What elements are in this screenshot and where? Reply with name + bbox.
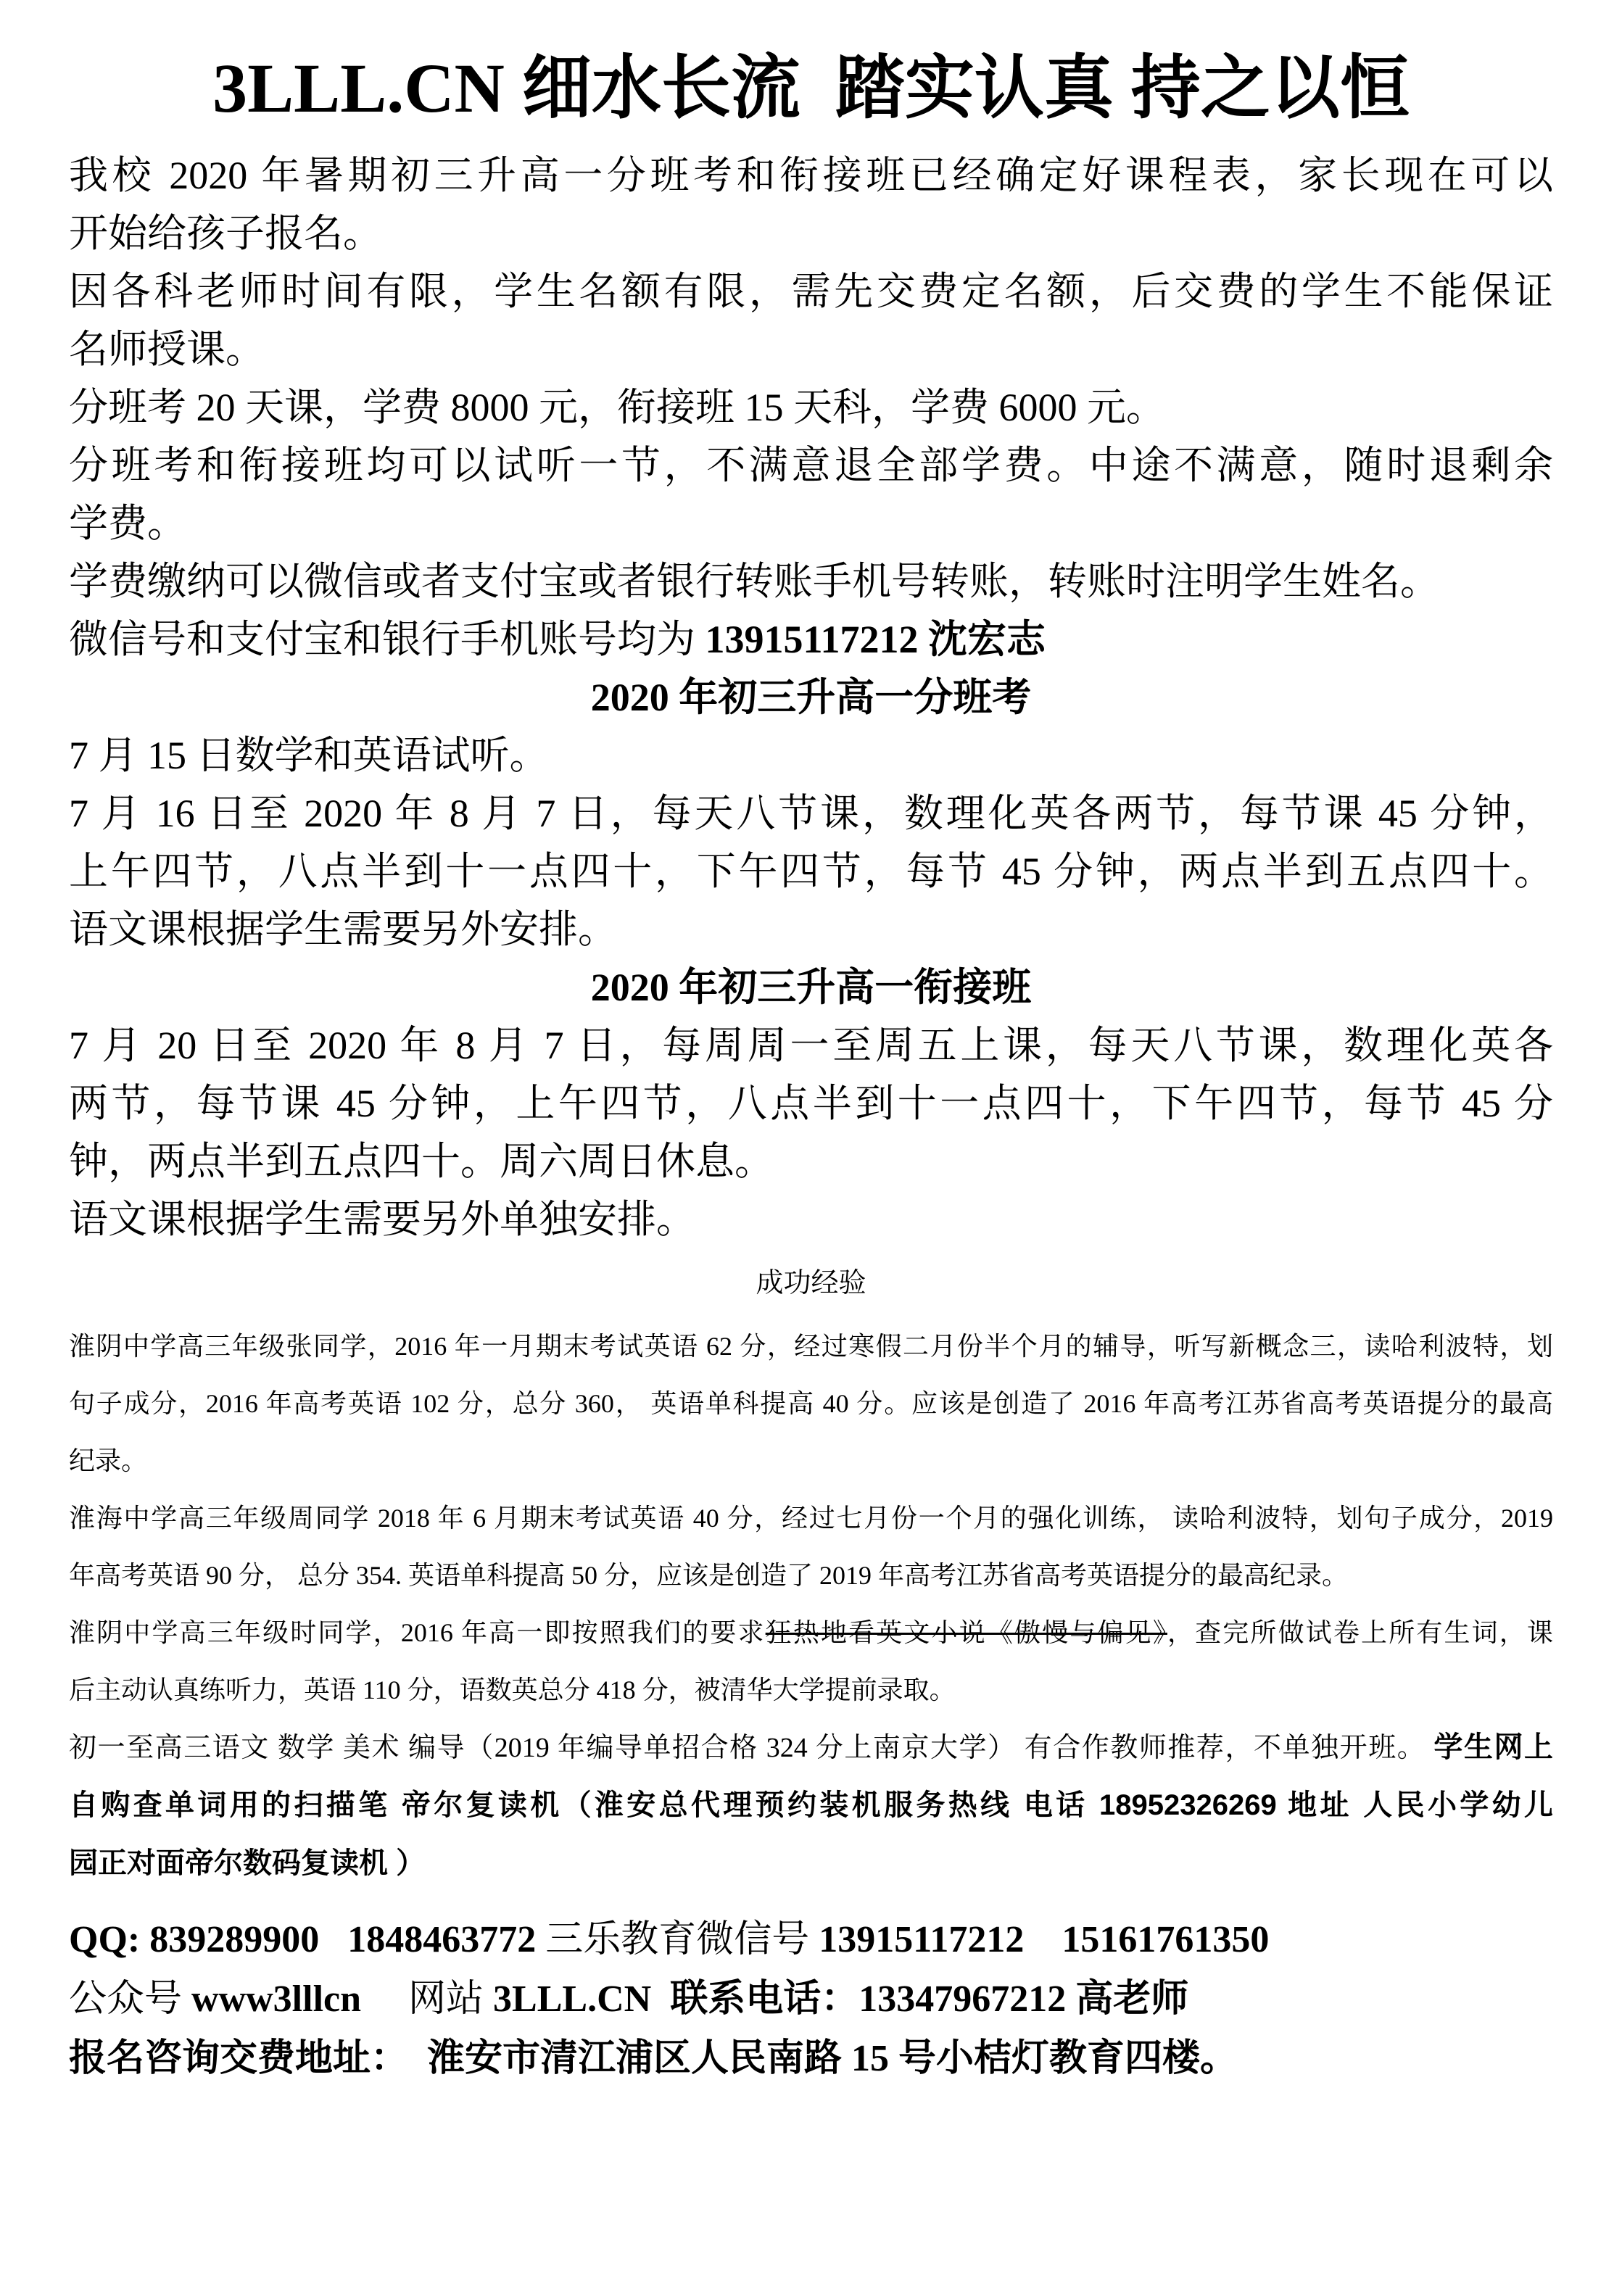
doc-line	[69, 1074, 1553, 1132]
doc-line	[69, 1190, 1553, 1248]
text-segment: 7 月 16 日至 2020 年 8 月 7 日，每天八节课，数理化英各两节，每节课 45 分钟，	[69, 792, 1553, 835]
text-segment: 开始给孩子报名。	[69, 212, 382, 255]
doc-line	[69, 378, 1553, 436]
doc-line	[69, 1318, 1553, 1375]
text-segment: 报名咨询交费地址： 淮安市清江浦区人民南路 15 号小桔灯教育四楼。	[69, 2038, 1238, 2079]
text-segment: QQ: 839289900 1848463772	[69, 1919, 546, 1960]
text-segment: 分班考 20 天课，学费 8000 元，衔接班 15 天科，学费 6000 元。	[69, 386, 1165, 429]
text-segment: 微信号和支付宝和银行手机账号均为	[69, 618, 706, 661]
text-segment: 淮海中学高三年级周同学 2018 年 6 月期末考试英语 40 分，经过七月份一个月的强化训练， 读哈利波特，划句子成分，2019	[69, 1504, 1553, 1533]
text-segment: 语文课根据学生需要另外单独安排。	[69, 1198, 695, 1241]
doc-line	[69, 1132, 1553, 1190]
doc-line	[69, 262, 1553, 320]
text-segment: 名师授课。	[69, 328, 265, 371]
text-segment: 钟，两点半到五点四十。周六周日休息。	[69, 1140, 774, 1183]
text-segment: 学费。	[69, 502, 186, 545]
text-segment: 因各科老师时间有限，学生名额有限，需先交费定名额，后交费的学生不能保证	[69, 270, 1553, 313]
doc-line	[69, 1910, 1553, 1970]
text-segment: 上午四节，八点半到十一点四十，下午四节，每节 45 分钟，两点半到五点四十。	[69, 850, 1553, 893]
doc-line	[69, 1719, 1553, 1777]
doc-line	[69, 610, 1553, 668]
doc-line	[69, 552, 1553, 610]
text-segment: ，查完所做试卷上所有生词，课	[1167, 1618, 1553, 1647]
doc-line	[69, 726, 1553, 784]
doc-line	[69, 2029, 1553, 2089]
doc-line	[69, 494, 1553, 552]
doc-line	[69, 1835, 1553, 1893]
doc-line	[69, 784, 1553, 842]
doc-line	[69, 204, 1553, 262]
contact-block	[69, 1910, 1553, 2089]
section-heading	[69, 958, 1553, 1016]
text-segment: 公众号	[69, 1978, 192, 2020]
text-segment: www3lllcn	[191, 1978, 362, 2020]
text-segment: 7 月 20 日至 2020 年 8 月 7 日，每周周一至周五上课，每天八节课，数理化英各	[69, 1024, 1553, 1067]
text-segment: 自购查单词用的扫描笔 帝尔复读机（淮安总代理预约装机服务热线 电话 18952326269 地址 人民小学幼儿	[69, 1789, 1553, 1821]
text-segment: 句子成分，2016 年高考英语 102 分，总分 360， 英语单科提高 40 分。应该是创造了 2016 年高考江苏省高考英语提分的最高	[69, 1389, 1553, 1418]
text-segment: 学费缴纳可以微信或者支付宝或者银行转账手机号转账，转账时注明学生姓名。	[69, 560, 1439, 603]
text-segment: 淮阴中学高三年级张同学，2016 年一月期末考试英语 62 分，经过寒假二月份半个月的辅导，听写新概念三，读哈利波特，划	[69, 1332, 1553, 1361]
doc-title: 3LLL.CN 细水长流 踏实认真 持之以恒	[212, 49, 1410, 127]
text-segment: 2020 年初三升高一衔接班	[590, 966, 1032, 1009]
text-segment: 三乐教育微信号	[545, 1919, 819, 1960]
doc-lines	[69, 146, 1553, 2089]
doc-line	[69, 1433, 1553, 1490]
doc-line	[69, 1662, 1553, 1719]
text-segment: 13915117212 沈宏志	[705, 618, 1046, 661]
text-segment: 成功经验	[756, 1268, 866, 1298]
text-segment: 学生网上	[1433, 1731, 1553, 1763]
text-segment: 3LLL.CN	[493, 1978, 652, 2020]
doc-line	[69, 842, 1553, 900]
doc-line	[69, 1490, 1553, 1547]
text-segment: 7 月 15 日数学和英语试听。	[69, 734, 549, 777]
text-segment	[651, 1978, 670, 2020]
text-segment: 语文课根据学生需要另外安排。	[69, 908, 617, 951]
doc-line	[69, 1777, 1553, 1835]
text-segment: 13915117212 15161761350	[819, 1919, 1270, 1960]
text-segment: 2020 年初三升高一分班考	[590, 676, 1032, 719]
section-heading	[69, 668, 1553, 726]
text-segment: 联系电话：13347967212 高老师	[670, 1978, 1189, 2020]
doc-line	[69, 436, 1553, 494]
doc-line	[69, 1604, 1553, 1662]
text-segment: 年高考英语 90 分， 总分 354. 英语单科提高 50 分，应该是创造了 2019 年高考江苏省高考英语提分的最高纪录。	[69, 1561, 1349, 1590]
doc-line	[69, 1016, 1553, 1074]
struck-text-segment: 狂热地看英文小说《傲慢与偏见》	[765, 1618, 1167, 1647]
doc-line	[69, 146, 1553, 204]
text-segment: 分班考和衔接班均可以试听一节，不满意退全部学费。中途不满意，随时退剩余	[69, 444, 1553, 487]
text-segment: 两节，每节课 45 分钟，上午四节，八点半到十一点四十，下午四节，每节 45 分	[69, 1082, 1553, 1125]
text-segment: 园正对面帝尔数码复读机 ）	[69, 1847, 426, 1879]
text-segment: 纪录。	[69, 1446, 148, 1475]
text-segment: 初一至高三语文 数学 美术 编导（2019 年编导单招合格 324 分上南京大学） 有合作教师推荐，不单独开班。	[69, 1733, 1434, 1763]
text-segment: 网站	[361, 1978, 494, 2020]
text-segment: 淮阴中学高三年级时同学，2016 年高一即按照我们的要求	[69, 1618, 766, 1647]
doc-line	[69, 900, 1553, 958]
text-segment: 我校 2020 年暑期初三升高一分班考和衔接班已经确定好课程表，家长现在可以	[69, 154, 1553, 197]
doc-line	[69, 1970, 1553, 2029]
doc-line	[69, 320, 1553, 378]
section-heading	[69, 1248, 1553, 1318]
doc-line	[69, 1547, 1553, 1604]
doc-line	[69, 1375, 1553, 1433]
text-segment: 后主动认真练听力，英语 110 分，语数英总分 418 分，被清华大学提前录取。	[69, 1675, 956, 1704]
